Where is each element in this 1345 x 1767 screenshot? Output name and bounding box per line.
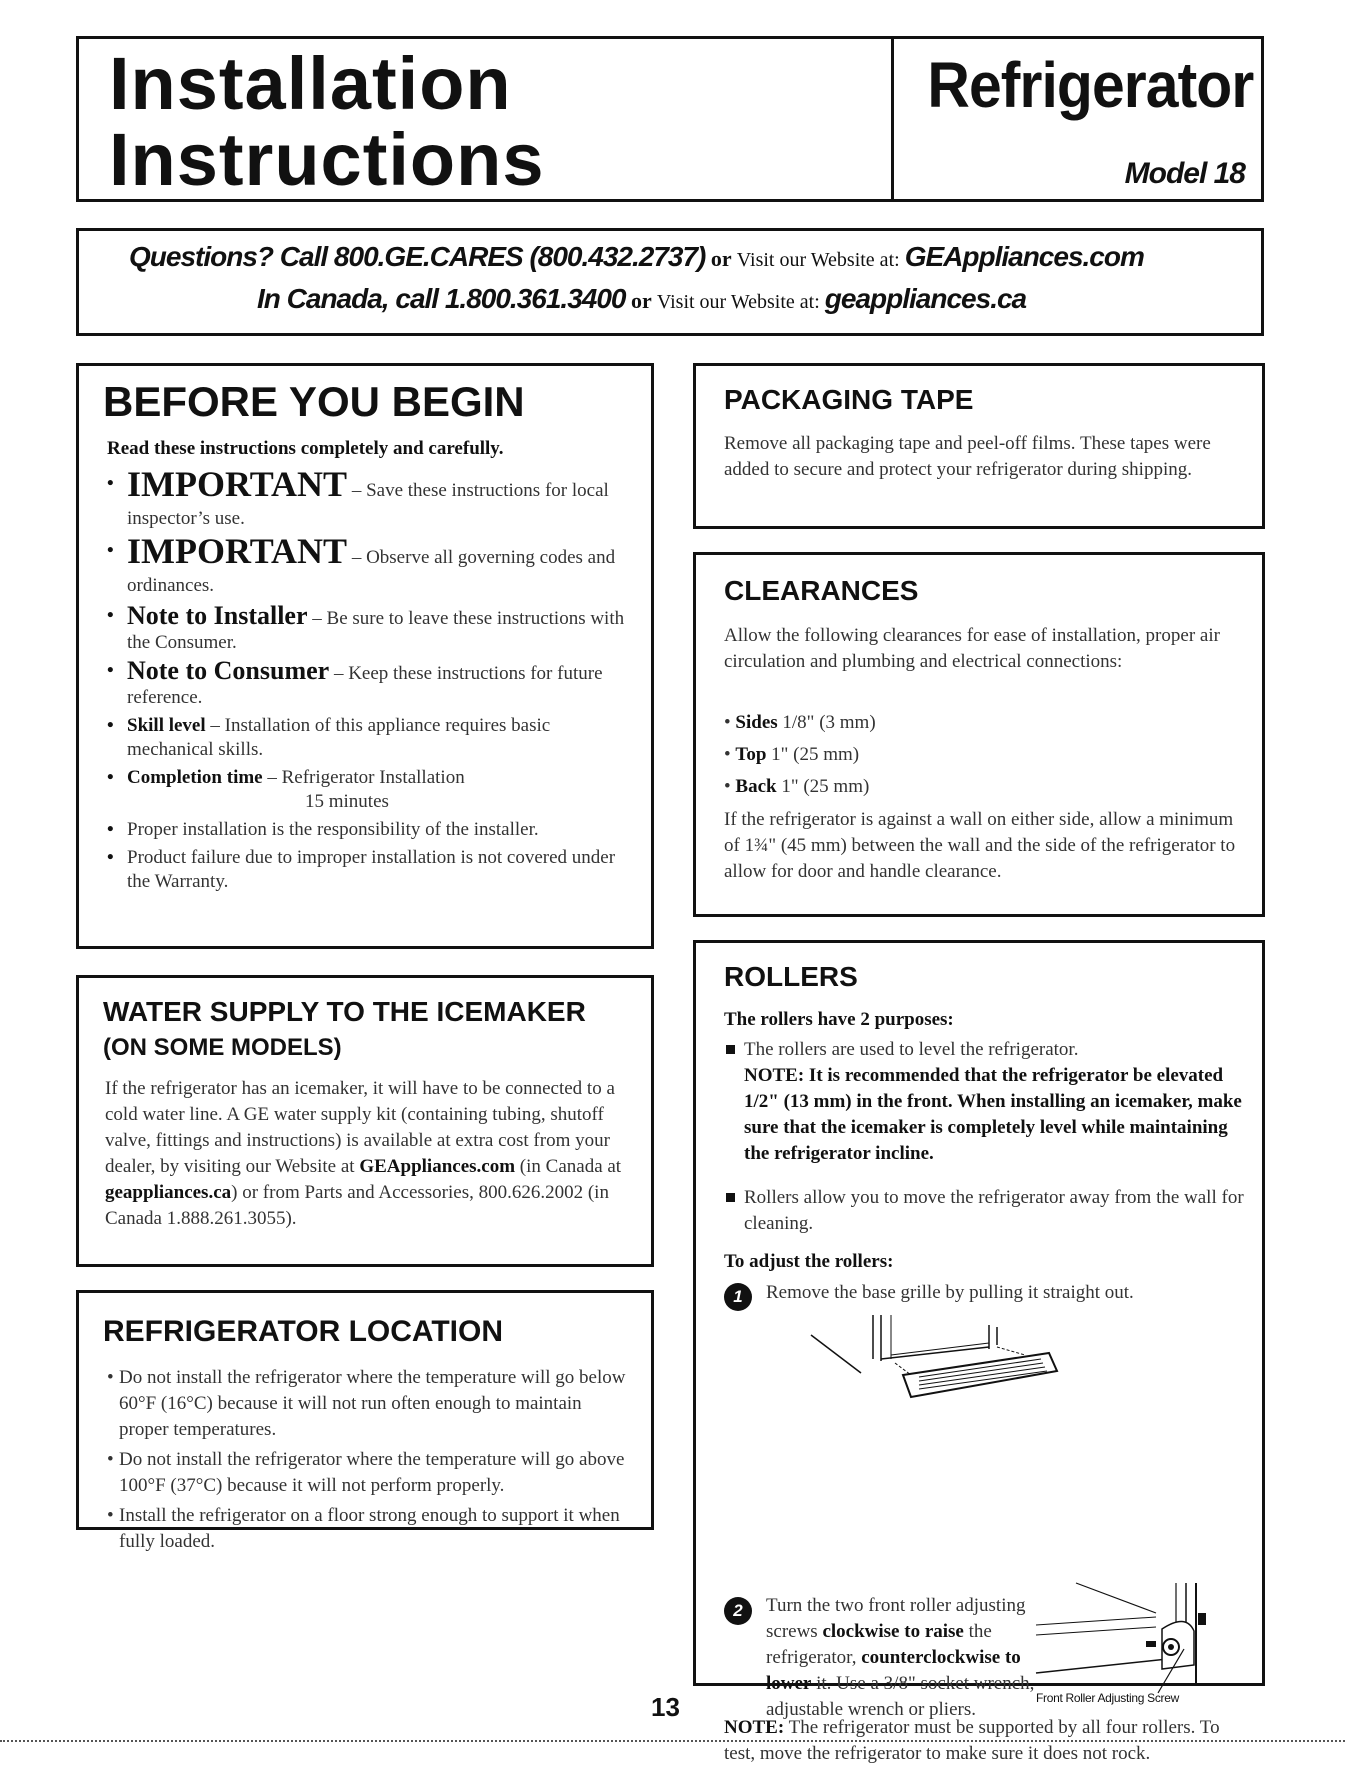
step-1-text: Remove the base grille by pulling it straight out. [766, 1282, 1134, 1303]
contact-us-line: Questions? Call 800.GE.CARES (800.432.2737) or Visit our Website at: GEAppliances.com [129, 241, 1144, 272]
before-title: BEFORE YOU BEGIN [103, 378, 525, 425]
refrigerator-location-section [76, 1290, 654, 1552]
before-you-begin-section [76, 363, 654, 949]
base-grille-illustration [811, 1315, 1071, 1415]
contact-bar [76, 228, 1264, 336]
us-visit-text: Visit our Website at: [736, 249, 905, 271]
list-item: • Install the refrigerator on a floor strong enough to support it when fully loaded. [107, 1503, 632, 1555]
header-title-box [76, 36, 894, 202]
rollers-title: ROLLERS [724, 961, 858, 992]
list-item: • IMPORTANT – Observe all governing codes and ordinances. [107, 537, 637, 600]
water-website-us[interactable]: GEAppliances.com [359, 1156, 516, 1177]
clearances-title: CLEARANCES [724, 575, 919, 606]
packaging-title: PACKAGING TAPE [724, 384, 974, 415]
model-label: Model 18 [1124, 157, 1245, 190]
title-line-2: Instructions [109, 118, 545, 201]
water-title: WATER SUPPLY TO THE ICEMAKER [103, 996, 586, 1027]
water-subtitle: (ON SOME MODELS) [103, 1034, 342, 1061]
adjust-rollers-heading: To adjust the rollers: [724, 1251, 894, 1272]
clearances-intro: Allow the following clearances for ease of installation, proper air circulation and plumbing and electrical connections: [724, 625, 1220, 672]
header-product-box [891, 36, 1264, 202]
list-item: • Completion time – Refrigerator Installation 15 minutes [107, 766, 637, 814]
ca-phone: In Canada, call 1.800.361.3400 [257, 283, 626, 314]
clearances-list [724, 707, 876, 803]
clearances-outro: If the refrigerator is against a wall on either side, allow a minimum of 1¾" (45 mm) between the wall and the side of the refrigerator to allow for door and handle clearance. [724, 809, 1236, 882]
title-line-1: Installation [109, 42, 512, 125]
location-list [107, 1365, 632, 1559]
ca-website-link[interactable]: geappliances.ca [824, 283, 1027, 314]
list-item: • Do not install the refrigerator where the temperature will go above 100°F (37°C) because it will not perform properly. [107, 1447, 632, 1499]
us-website-link[interactable]: GEAppliances.com [904, 241, 1144, 272]
product-title: Refrigerator [927, 49, 1253, 121]
list-item: The rollers are used to level the refrigerator. NOTE: It is recommended that the refrigerator be elevated 1/2" (13 mm) in the front. When installing an icemaker, make sure that the icemaker is completely level while maintaining the refrigerator incline. [724, 1037, 1254, 1167]
water-body: If the refrigerator has an icemaker, it will have to be connected to a cold water line. A GE water supply kit (containing tubing, shutoff valve, fittings and instructions) is available at extra cost from your dealer, by visiting our Website at GEAppliances.com (in Canada at geappliances.ca) or from Parts and Accessories, 800.626.2002 (in Canada 1.888.261.3055). [105, 1078, 622, 1229]
list-item: • Product failure due to improper installation is not covered under the Warranty. [107, 846, 637, 894]
rollers-note: NOTE: The refrigerator must be supported by all four rollers. To test, move the refrigerator to make sure it does not rock. [724, 1717, 1220, 1764]
clearances-section [693, 552, 1265, 917]
list-item: Rollers allow you to move the refrigerator away from the wall for cleaning. [724, 1185, 1254, 1237]
list-item: • Note to Installer – Be sure to leave these instructions with the Consumer. [107, 604, 637, 655]
before-intro: Read these instructions completely and carefully. [107, 438, 504, 459]
list-item: • IMPORTANT – Save these instructions for local inspector’s use. [107, 470, 637, 533]
water-supply-section [76, 975, 654, 1267]
footer-divider [0, 1740, 1345, 1742]
rollers-purposes: The rollers have 2 purposes: [724, 1009, 954, 1030]
step-2-icon: 2 [724, 1597, 752, 1625]
contact-ca-line: In Canada, call 1.800.361.3400 or Visit our Website at: geappliances.ca [257, 283, 1027, 314]
packaging-body: Remove all packaging tape and peel-off films. These tapes were added to secure and protect your refrigerator during shipping. [724, 433, 1211, 480]
step-2-text: Turn the two front roller adjusting screws clockwise to raise the refrigerator, counterclockwise to lower it. Use a 3/8" socket wrench, adjustable wrench or pliers. [766, 1595, 1035, 1720]
before-list [107, 464, 637, 898]
list-item: • Back 1" (25 mm) [724, 776, 870, 797]
list-item: • Do not install the refrigerator where the temperature will go below 60°F (16°C) because it will not run often enough to maintain proper temperatures. [107, 1365, 632, 1443]
roller-screw-caption: Front Roller Adjusting Screw [1036, 1691, 1179, 1705]
list-item: • Sides 1/8" (3 mm) [724, 712, 876, 733]
list-item: • Top 1" (25 mm) [724, 744, 860, 765]
square-bullet-icon [726, 1045, 735, 1054]
us-phone: Questions? Call 800.GE.CARES (800.432.2737) [129, 241, 706, 272]
location-title: REFRIGERATOR LOCATION [103, 1315, 503, 1348]
list-item: • Skill level – Installation of this appliance requires basic mechanical skills. [107, 714, 637, 762]
rollers-section [693, 940, 1265, 1764]
square-bullet-icon [726, 1193, 735, 1202]
roller-screw-illustration [1036, 1583, 1236, 1703]
step-1-icon: 1 [724, 1283, 752, 1311]
water-website-ca[interactable]: geappliances.ca [105, 1182, 232, 1203]
packaging-tape-section [693, 363, 1265, 529]
ca-visit-text: Visit our Website at: [656, 291, 825, 313]
page-number: 13 [651, 1692, 680, 1722]
list-item: • Proper installation is the responsibility of the installer. [107, 818, 637, 842]
list-item: • Note to Consumer – Keep these instructions for future reference. [107, 659, 637, 710]
